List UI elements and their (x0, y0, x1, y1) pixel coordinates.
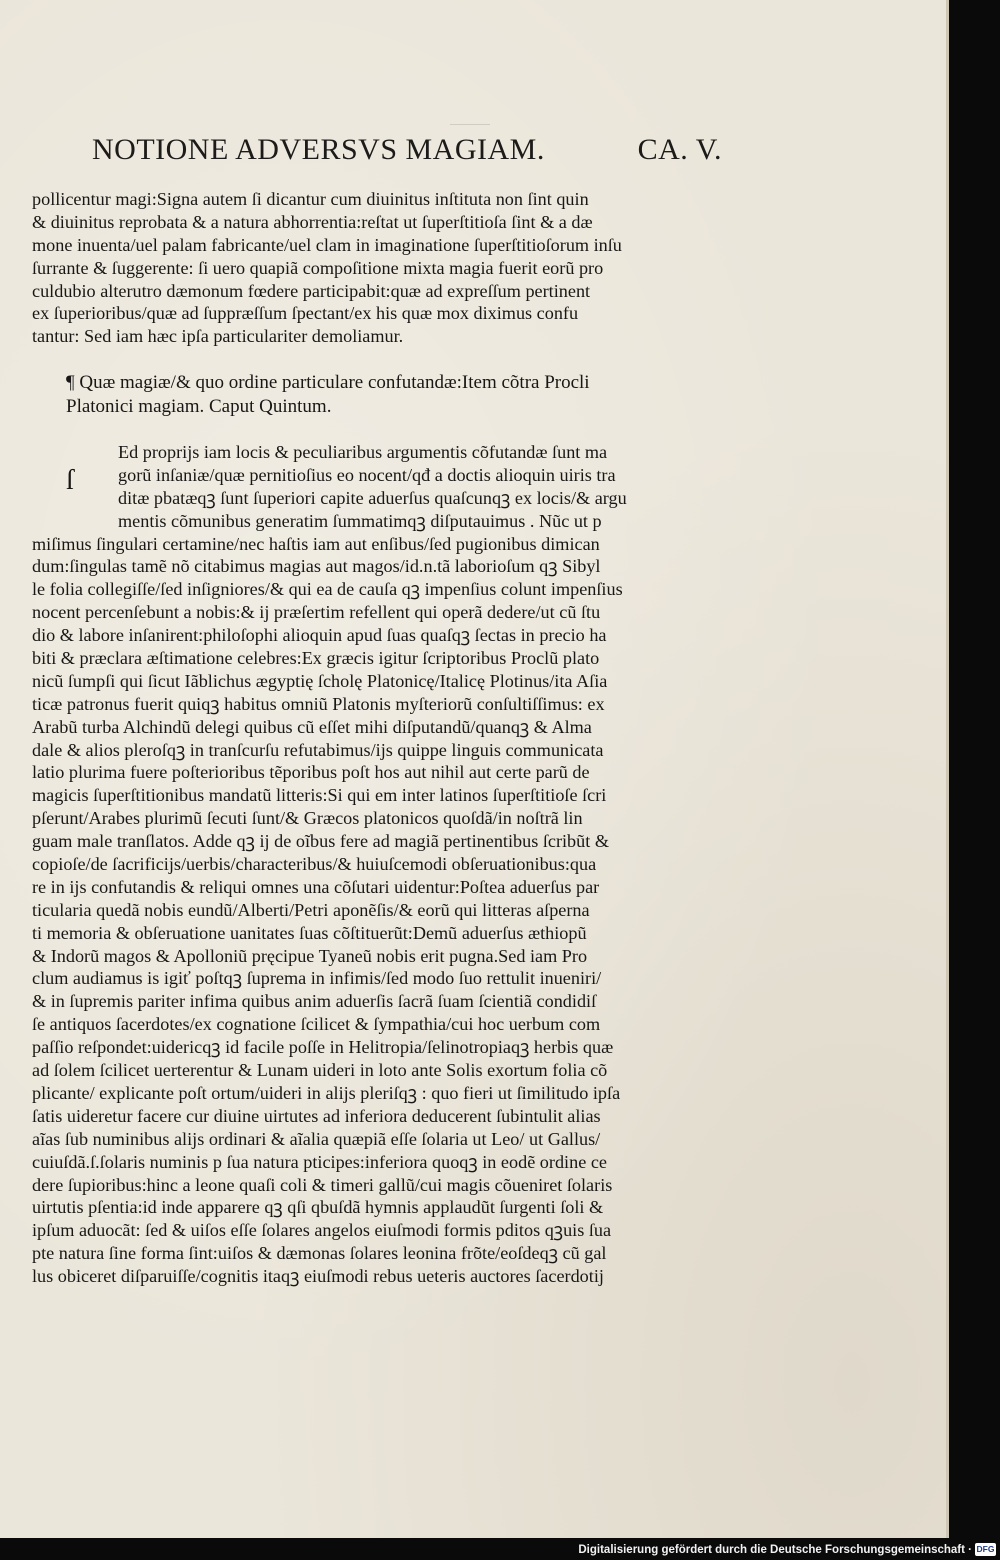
chapter-text-line: dum:ſingulas tamẽ nõ citabimus magias aut magos/id.n.tã laborioſum qꝫ Sibyl (32, 556, 601, 577)
intro-text-line: culdubio alterutro dæmonum fœdere participabit:quæ ad expreſſum pertinent (32, 280, 591, 301)
chapter-text-line: Ed proprijs iam locis & peculiaribus argumentis cõfutandæ ſunt ma (118, 442, 608, 462)
chapter-text-line: magicis ſuperſtitionibus mandatũ litteris:Si qui em inter latinos ſuperſtitioſe ſcri (32, 785, 607, 806)
intro-paragraph (32, 188, 718, 348)
chapter-text-line: latio plurima fuere poſterioribus tẽporibus poſt hos aut nihil aut certe parũ de (32, 762, 590, 783)
footer-credit: Digitalisierung gefördert durch die Deutsche Forschungsgemeinschaft · (578, 1544, 972, 1556)
chapter-text-line: le folia collegiſſe/ſed inſigniores/& qui ea de cauſa qꝫ impenſius colunt impenſius (32, 579, 623, 600)
intro-text-line: ex ſuperioribus/quæ ad ſuppræſſum ſpectant/ex his quæ mox diximus confu (32, 303, 579, 324)
chapter-text-line: lus obiceret diſparuiſſe/cognitis itaqꝫ eiuſmodi rebus ueteris auctores ſacerdotij (32, 1266, 604, 1287)
chapter-text-line: gorũ inſaniæ/quæ pernitioſius eo nocent/qđ a doctis alioquin uiris tra (118, 464, 616, 485)
chapter-text-line: cuiuſdã.ſ.ſolaris numinis p ſua natura pticipes:inferiora quoqꝫ in eodẽ ordine ce (32, 1151, 607, 1172)
chapter-text-line: biti & præclara æſtimatione celebres:Ex græcis igitur ſcriptoribus Proclũ plato (32, 648, 600, 669)
chapter-text-line: dio & labore inſanirent:philoſophi alioquin apud ſuas quaſqꝫ ſectas in precio ha (32, 625, 607, 646)
chapter-text-line: ti memoria & obſeruatione uanitates ſuas cõſtituerũt:Demũ aduerſus æthiopũ (32, 922, 587, 943)
chapter-text-line: aĩas ſub numinibus alijs ordinari & aĩalia quæpiã eſſe ſolaria ut Leo/ ut Gallus/ (32, 1128, 601, 1149)
dfg-logo: DFG (976, 1544, 995, 1554)
chapter-text-line: clum audiamus is igiť poſtqꝫ ſuprema in infimis/ſed modo ſuo rettulit inueniri/ (32, 968, 602, 989)
chapter-text-line: ticæ patronus fuerit quiqꝫ habitus omniũ Platonis myſteriorũ conſultiſſimus: ex (32, 693, 605, 714)
chapter-text-line: pte natura ſine forma ſint:uiſos & dæmonas ſolares leonina frõte/eoſdeqꝫ cũ gal (32, 1243, 607, 1264)
chapter-text-line: Arabũ turba Alchindũ delegi quibus cũ eſſet mihi diſputandũ/quanqꝫ & Alma (32, 716, 592, 737)
intro-text-line: & diuinitus reprobata & a natura abhorrentia:reſtat ut ſuperſtitioſa ſint & a dæ (32, 211, 593, 232)
chapter-text-line: uirtutis pſentia:id inde apparere qꝫ qſi qbuſdã hymnis applaudũt ſurgenti ſoli & (32, 1197, 604, 1218)
chapter-text-line: ditæ pbatæqꝫ ſunt ſuperiori capite aduerſus quaſcunqꝫ ex locis/& argu (118, 487, 627, 508)
chapter-text-line: nicũ ſumpſi qui ſicut Iãblichus ægyptię ſcholę Platonicę/Italicę Plotinus/ita Aſia (32, 670, 608, 691)
drop-cap: ſ (66, 465, 74, 496)
chapter-text-line: paſſio reſpondet:uidericqꝫ id facile poſſe in Helitropia/ſelinotropiaqꝫ herbis quæ (32, 1037, 614, 1058)
chapter-text-line: ticularia quedã nobis eundũ/Alberti/Petri aponẽſis/& eorũ qui litteras aſperna (32, 899, 590, 920)
chapter-text-line: dere ſupioribus:hinc a leone quaſi coli & timeri gallũ/cui magis cõueniret ſolaris (32, 1174, 613, 1195)
running-head (92, 133, 722, 167)
chapter-text-line: nocent percenſebunt a nobis:& ij præſertim refellent qui operã dedere/ut cũ ſtu (32, 602, 601, 623)
chapter-text-line: pſerunt/Arabes plurimũ ſecuti ſunt/& Græcos platonicos quoſdã/in noſtrã lin (32, 808, 583, 829)
running-head-chapter: CA. V. (637, 133, 722, 166)
chapter-text-line: ad ſolem ſcilicet uerterentur & Lunam uideri in loto ante Solis exortum folia cõ (32, 1060, 608, 1081)
chapter-text-line: mentis cõmunibus generatim ſummatimqꝫ diſputauimus . Nũc ut p (118, 510, 602, 531)
chapter-text-line: dale & alios pleroſqꝫ in tranſcurſu refutabimus/ijs quippe linguis communicata (32, 739, 604, 760)
chapter-text-line: ipſum aduocãt: ſed & uiſos eſſe ſolares angelos eiuſmodi formis pditos qꝫuis ſua (32, 1220, 612, 1241)
intro-text-line: mone inuenta/uel palam fabricante/uel clam in imaginatione ſuperſtitioſorum inſu (32, 234, 622, 255)
chapter-text-line: re in ijs confutandis & reliqui omnes una cõſutari uidentur:Poſtea aduerſus par (32, 876, 600, 897)
chapter-heading: ¶ Quæ magiæ/& quo ordine particulare confutandæ:Item cõtra Procli Platonici magiam. Caput Quintum. (66, 371, 716, 418)
intro-text-line: tantur: Sed iam hæc ipſa particulariter demoliamur. (32, 326, 404, 347)
chapter-text-line: plicante/ explicante poſt ortum/uideri in alijs pleriſqꝫ : quo fieri ut ſimilitudo ipſa (32, 1082, 621, 1103)
chapter-text-line: & in ſupremis pariter infima quibus anim aduerſis ſacrã ſuam ſcientiã condidiſ (32, 991, 597, 1012)
running-head-title: NOTIONE ADVERSVS MAGIAM. (92, 133, 545, 166)
chapter-paragraph (32, 441, 718, 1288)
chapter-text-line: miſimus ſingulari certamine/nec haſtis iam aut enſibus/ſed pugionibus dimican (32, 533, 600, 554)
intro-text-line: ſurrante & ſuggerente: ſi uero quapiã compoſitione mixta magia fuerit eorũ pro (32, 257, 604, 278)
chapter-heading-line: ¶ Quæ magiæ/& quo ordine particulare confutandæ:Item cõtra Procli (66, 372, 590, 393)
chapter-text-line: ſe antiquos ſacerdotes/ex cognatione ſcilicet & ſympathia/cui hoc uerbum com (32, 1014, 601, 1035)
chapter-text-line: & Indorũ magos & Apolloniũ pręcipue Tyaneũ nobis erit pugna.Sed iam Pro (32, 945, 588, 966)
intro-text-line: pollicentur magi:Signa autem ſi dicantur cum diuinitus inſtituta non ſint quin (32, 189, 589, 209)
chapter-text-line: copioſe/de ſacrificijs/uerbis/characteribus/& huiuſcemodi obſeruationibus:qua (32, 854, 597, 875)
chapter-text-line: guam male tranſlatos. Adde qꝫ ij de oĩbus fere ad magiã pertinentibus ſcribũt & (32, 831, 609, 852)
chapter-text-line: ſatis uideretur facere cur diuine uirtutes ad inferiora deducerent ſubintulit alias (32, 1105, 601, 1126)
